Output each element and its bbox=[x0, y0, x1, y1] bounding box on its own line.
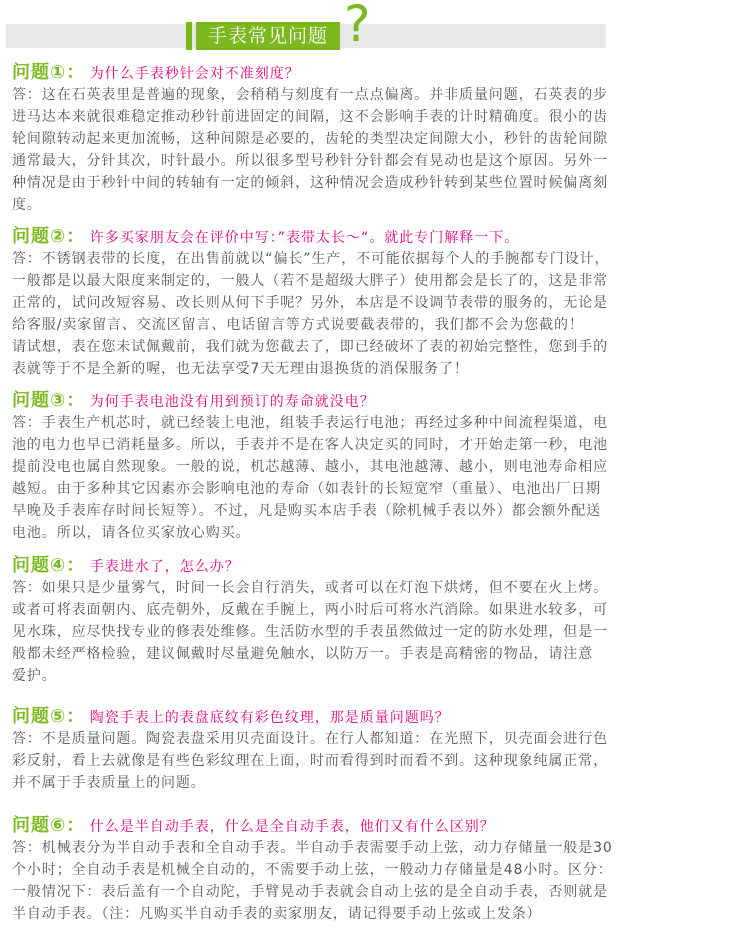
faq-answer-line: 或者可将表面朝内、底壳朝外，反戴在手腕上，两小时后可将水汽消除。如果进水较多，可 bbox=[12, 602, 608, 618]
faq-answer-line: 正常的，试问改短容易、改长则从何下手呢？另外，本店是不设调节表带的服务的，无论是 bbox=[12, 295, 608, 311]
faq-question-text-4: 手表进水了，怎么办？ bbox=[89, 559, 240, 575]
faq-question-4 bbox=[12, 555, 740, 577]
faq-answer-line: 池的电力也早已消耗量多。所以，手表并不是在客人决定买的同时，才开始走第一秒，电池 bbox=[12, 437, 608, 453]
faq-answer-line: 请试想，表在您未试佩戴前，我们就为您截去了，即已经破坏了表的初始完整性，您到手的 bbox=[12, 339, 608, 355]
faq-question-text-1: 为什么手表秒针会对不准刻度？ bbox=[89, 66, 300, 82]
faq-question-text-6: 什么是半自动手表，什么是全自动手表，他们又有什么区别？ bbox=[89, 819, 495, 835]
faq-answer-line: 般都未经严格检验，建议佩戴时尽量避免触水，以防万一。手表是高精密的物品，请注意 bbox=[12, 646, 594, 662]
faq-item-5 bbox=[12, 706, 740, 794]
faq-answer-line: 提前没电也属自然现象。一般的说，机芯越薄、越小，其电池越薄、越小，则电池寿命相应 bbox=[12, 459, 608, 475]
faq-label-4: 问题④： bbox=[12, 555, 86, 576]
faq-answer-line: 爱护。 bbox=[12, 668, 57, 684]
faq-label-2: 问题②： bbox=[12, 226, 86, 247]
faq-answer-line: 答：这在石英表里是普遍的现象，会稍稍与刻度有一点点偏离。并非质量问题，石英表的步 bbox=[12, 87, 608, 103]
faq-label-1: 问题①： bbox=[12, 62, 86, 83]
faq-question-6 bbox=[12, 815, 740, 837]
faq-question-3 bbox=[12, 390, 740, 412]
faq-question-text-3: 为何手表电池没有用到预订的寿命就没电？ bbox=[89, 394, 375, 410]
faq-answer-line: 并不属于手表质量上的问题。 bbox=[12, 775, 206, 791]
faq-answer-line: 进马达本来就很难稳定推动秒针前进固定的间隔，这不会影响手表的计时精确度。很小的齿 bbox=[12, 109, 608, 125]
faq-question-1 bbox=[12, 62, 740, 84]
faq-item-4 bbox=[12, 555, 740, 687]
faq-answer-line: 给客服/卖家留言、交流区留言、电话留言等方式说要截表带的，我们都不会为您截的！ bbox=[12, 317, 584, 333]
faq-question-5 bbox=[12, 706, 740, 728]
faq-question-text-5: 陶瓷手表上的表盘底纹有彩色纹理，那是质量问题吗？ bbox=[89, 710, 450, 726]
faq-item-2 bbox=[12, 226, 740, 380]
faq-answer-line: 答：不锈钢表带的长度，在出售前就以“偏长”生产，不可能依据每个人的手腕都专门设计， bbox=[12, 251, 610, 267]
faq-answer-line: 答：机械表分为半自动手表和全自动手表。半自动手表需要手动上弦，动力存储量一般是30 bbox=[12, 840, 613, 856]
faq-answer-line: 答：不是质量问题。陶瓷表盘采用贝壳面设计。在行人都知道：在光照下，贝壳面会进行色 bbox=[12, 731, 608, 747]
faq-answer-line: 见水珠，应尽快找专业的修表处维修。生活防水型的手表虽然做过一定的防水处理，但是一 bbox=[12, 624, 608, 640]
faq-answer-line: 表就等于不是全新的喔，也无法享受7天无理由退换货的消保服务了！ bbox=[12, 361, 469, 377]
faq-item-6 bbox=[12, 815, 740, 925]
faq-label-5: 问题⑤： bbox=[12, 706, 86, 727]
faq-answer-line: 度。 bbox=[12, 197, 42, 213]
faq-answer-line: 越短。由于多种其它因素亦会影响电池的寿命（如表针的长短宽窄（重量）、电池出厂日期 bbox=[12, 481, 601, 497]
faq-question-text-2: 许多买家朋友会在评价中写：”表带太长～“。就此专门解释一下。 bbox=[89, 230, 520, 246]
faq-answer-line: 早晚及手表库存时间长短等）。不过，凡是购买本店手表（除机械手表以外）都会额外配送 bbox=[12, 503, 601, 519]
faq-answer-line: 轮间隙转动起来更加流畅，这种间隙是必要的，齿轮的类型决定间隙大小，秒针的齿轮间隙 bbox=[12, 131, 608, 147]
faq-answer-line: 半自动手表。（注：凡购买半自动手表的卖家朋友，请记得要手动上弦或上发条） bbox=[12, 906, 542, 922]
faq-label-6: 问题⑥： bbox=[12, 815, 86, 836]
faq-answer-line: 答：手表生产机芯时，就已经装上电池，组装手表运行电池；再经过多种中间流程渠道，电 bbox=[12, 415, 608, 431]
header-accent bbox=[186, 22, 192, 50]
faq-answer-line: 电池。所以，请各位买家放心购买。 bbox=[12, 525, 251, 541]
faq-answer-line: 彩反射，看上去就像是有些色彩纹理在上面，时而看得到时而看不到。这种现象纯属正常， bbox=[12, 753, 608, 769]
faq-label-3: 问题③： bbox=[12, 390, 86, 411]
faq-answer-line: 一般情况下：表后盖有一个自动陀，手臂晃动手表就会自动上弦的是全自动手表，否则就是 bbox=[12, 884, 608, 900]
page-title: 手表常见问题 bbox=[196, 22, 340, 50]
faq-question-2 bbox=[12, 226, 740, 248]
question-mark-icon: ? bbox=[344, 0, 371, 53]
faq-answer-line: 个小时；全自动手表是机械全自动的，不需要手动上弦，一般动力存储量是48小时。区分： bbox=[12, 862, 613, 878]
faq-answer-line: 一般都是以最大限度来制定的，一般人（若不是超级大胖子）使用都会是长了的，这是非常 bbox=[12, 273, 608, 289]
faq-item-1 bbox=[12, 62, 740, 216]
faq-answer-line: 种情况是由于秒针中间的转轴有一定的倾斜，这种情况会造成秒针转到某些位置时候偏离刻 bbox=[12, 175, 608, 191]
faq-answer-line: 通常最大，分针其次，时针最小。所以很多型号秒针分针都会有晃动也是这个原因。另外一 bbox=[12, 153, 608, 169]
faq-item-3 bbox=[12, 390, 740, 544]
faq-answer-line: 答：如果只是少量雾气，时间一长会自行消失，或者可以在灯泡下烘烤，但不要在火上烤。 bbox=[12, 580, 608, 596]
